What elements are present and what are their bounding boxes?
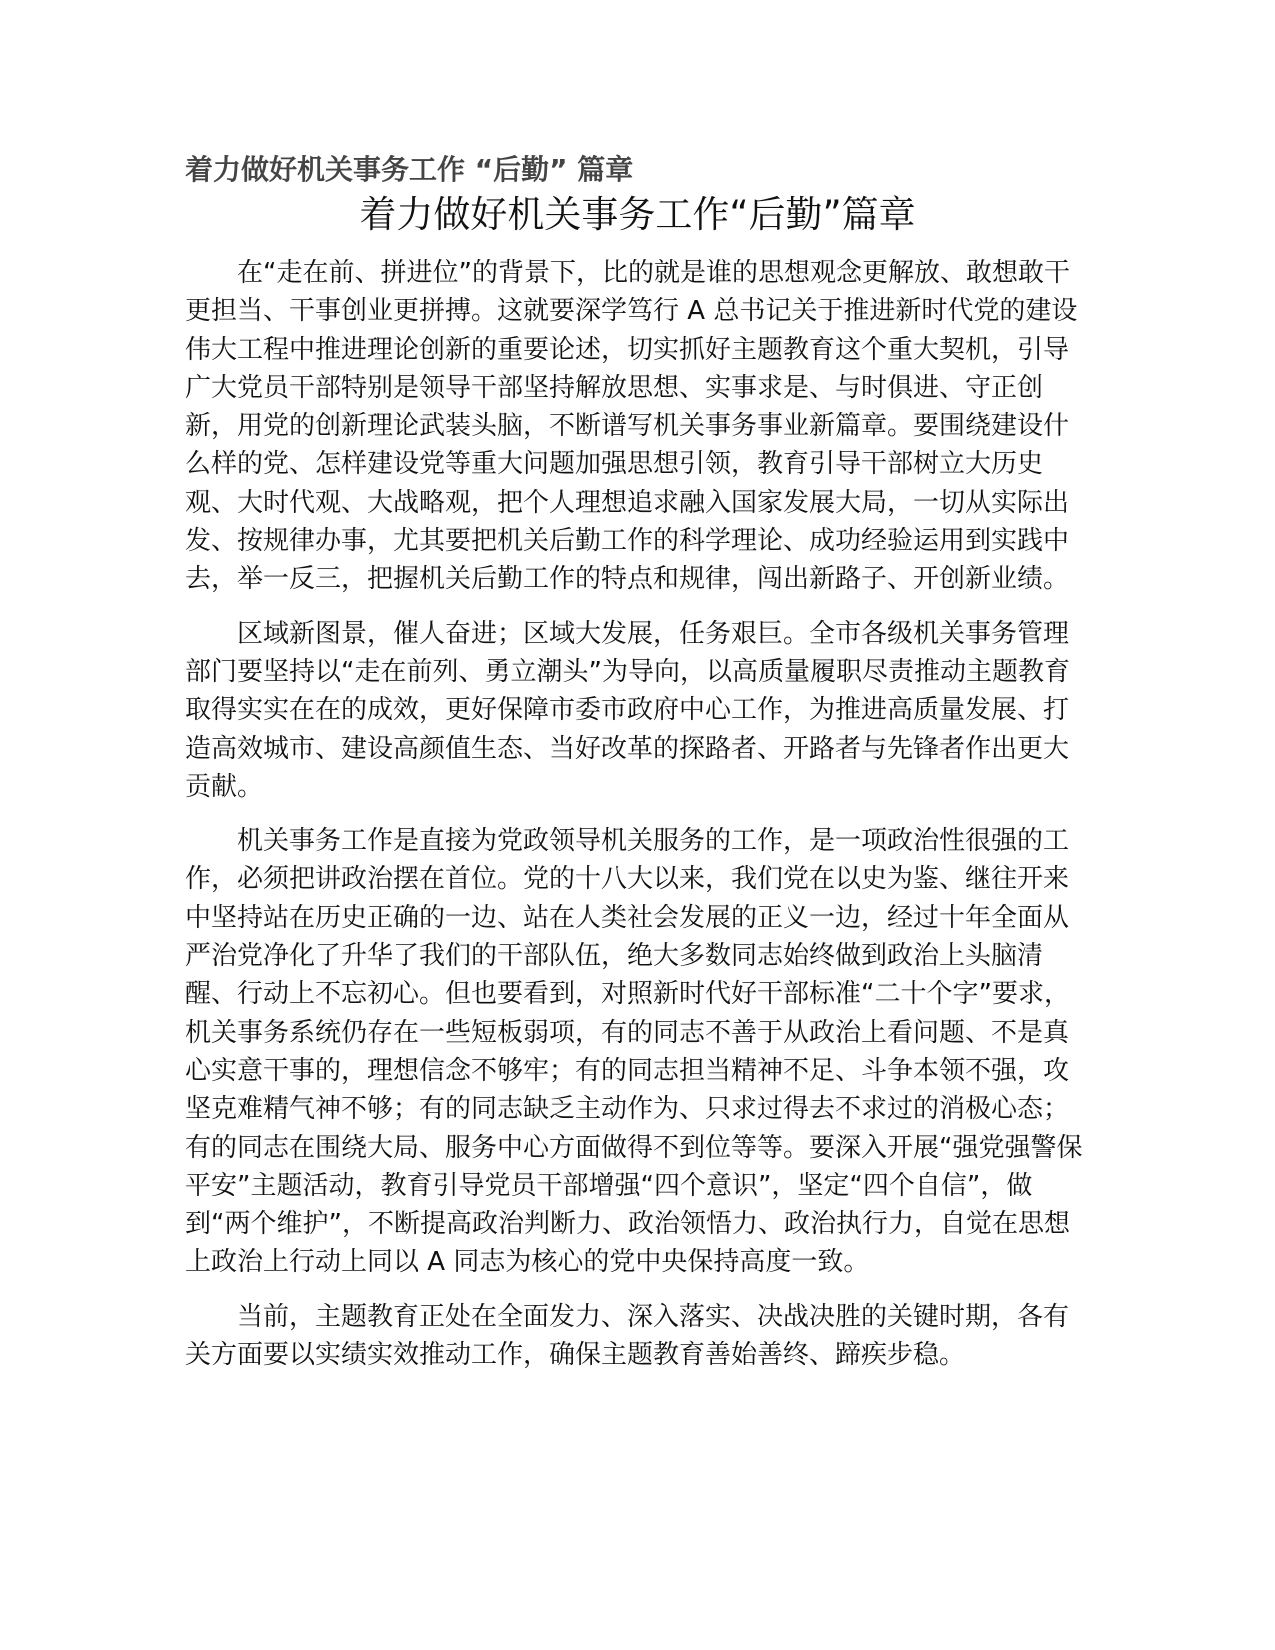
paragraph-2: 区域新图景，催人奋进；区域大发展，任务艰巨。全市各级机关事务管理部门要坚持以“走在前列、勇立潮头”为导向，以高质量履职尽责推动主题教育取得实实在在的成效，更好保障市委市政府中心工作，为推进高质量发展、打造高效城市、建设高颜值生态、当好改革的探路者、开路者与先锋者作出更大贡献。: [185, 618, 1070, 802]
document-title: 着力做好机关事务工作“后勤”篇章: [359, 193, 916, 236]
running-header-title: 着力做好机关事务工作 “后勤” 篇章: [185, 153, 634, 186]
paragraph-4: 当前，主题教育正处在全面发力、深入落实、决战决胜的关键时期，各有关方面要以实绩实效推动工作，确保主题教育善始善终、蹄疾步稳。: [185, 1301, 1070, 1371]
paragraph-1: 在“走在前、拼进位”的背景下，比的就是谁的思想观念更解放、敢想敢干更担当、干事创业更拼搏。这就要深学笃行 A 总书记关于推进新时代党的建设伟大工程中推进理论创新的重要论述，切实抓好主题教育这个重大契机，引导广大党员干部特别是领导干部坚持解放思想、实事求是、与时俱进、守正创新，用党的创新理论武装头脑，不断谱写机关事务事业新篇章。要围绕建设什么样的党、怎样建设党等重大问题加强思想引领，教育引导干部树立大历史观、大时代观、大战略观，把个人理想追求融入国家发展大局，一切从实际出发、按规律办事，尤其要把机关后勤工作的科学理论、成功经验运用到实践中去，举一反三，把握机关后勤工作的特点和规律，闯出新路子、开创新业绩。: [185, 258, 1078, 595]
document-page: [185, 150, 1090, 1390]
paragraph-3: 机关事务工作是直接为党政领导机关服务的工作，是一项政治性很强的工作，必须把讲政治摆在首位。党的十八大以来，我们党在以史为鉴、继往开来中坚持站在历史正确的一边、站在人类社会发展的正义一边，经过十年全面从严治党净化了升华了我们的干部队伍，绝大多数同志始终做到政治上头脑清醒、行动上不忘初心。但也要看到，对照新时代好干部标准“二十个字”要求，机关事务系统仍存在一些短板弱项，有的同志不善于从政治上看问题、不是真心实意干事的，理想信念不够牢；有的同志担当精神不足、斗争本领不强，攻坚克难精气神不够；有的同志缺乏主动作为、只求过得去不求过的消极心态；有的同志在围绕大局、服务中心方面做得不到位等等。要深入开展“强党强警保平安”主题活动，教育引导党员干部增强“四个意识”，坚定“四个自信”，做到“两个维护”，不断提高政治判断力、政治领悟力、政治执行力，自觉在思想上政治上行动上同以 A 同志为核心的党中央保持高度一致。: [185, 826, 1083, 1278]
